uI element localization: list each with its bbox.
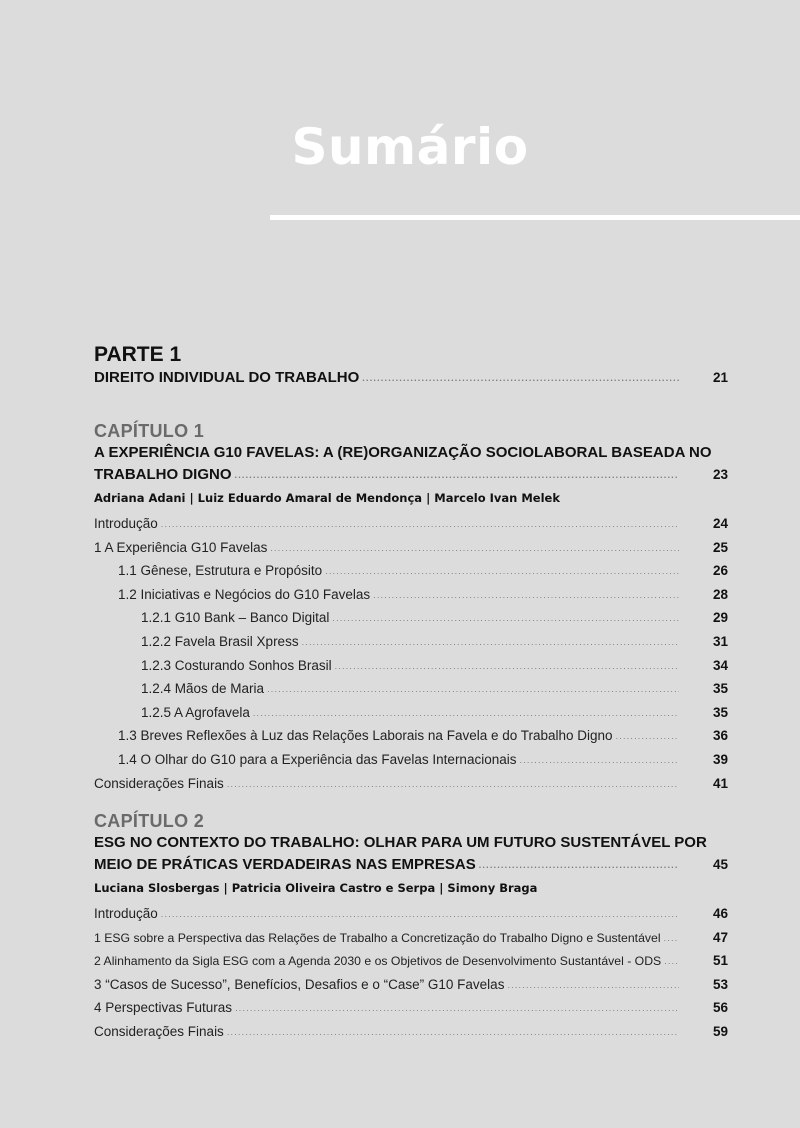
- toc-entry[interactable]: Considerações Finais ..... 41: [94, 773, 728, 797]
- page-number: 21: [712, 370, 728, 385]
- chapter-1-section: [94, 420, 728, 796]
- toc-entry[interactable]: 1.2.1 G10 Bank – Banco Digital ..... 29: [94, 607, 728, 631]
- chapter-heading-line1: A EXPERIÊNCIA G10 FAVELAS: A (RE)ORGANIZAÇÃO SOCIOLABORAL BASEADA NO: [94, 444, 712, 461]
- toc-entry[interactable]: 1.4 O Olhar do G10 para a Experiência das Favelas Internacionais ..... 39: [94, 749, 728, 773]
- page-title: Sumário: [291, 118, 529, 176]
- toc-entry[interactable]: 4 Perspectivas Futuras ..... 56: [94, 997, 728, 1021]
- part-heading-text: DIREITO INDIVIDUAL DO TRABALHO: [94, 369, 360, 386]
- toc-entry[interactable]: 1.3 Breves Reflexões à Luz das Relações Laborais na Favela e do Trabalho Digno ..... 36: [94, 725, 728, 749]
- chapter-label: CAPÍTULO 1: [94, 421, 205, 441]
- toc-entry[interactable]: Introdução ..... 46: [94, 903, 728, 927]
- chapter-2-section: [94, 810, 728, 1045]
- chapter-heading-line2: MEIO DE PRÁTICAS VERDADEIRAS NAS EMPRESAS: [94, 856, 476, 873]
- part-label: PARTE 1: [94, 343, 182, 366]
- part-heading[interactable]: [94, 367, 728, 390]
- chapter-heading-line2: TRABALHO DIGNO: [94, 466, 232, 483]
- toc-entry[interactable]: 1.1 Gênese, Estrutura e Propósito ..... 26: [94, 560, 728, 584]
- toc-entry[interactable]: 1.2.4 Mãos de Maria ..... 35: [94, 678, 728, 702]
- chapter-heading[interactable]: [94, 854, 728, 877]
- leader-dots: [479, 854, 679, 876]
- toc-entry[interactable]: 1 A Experiência G10 Favelas ..... 25: [94, 537, 728, 561]
- toc-entry[interactable]: 2 Alinhamento da Sigla ESG com a Agenda 2030 e os Objetivos de Desenvolvimento Sustantável - ODS ..... 51: [94, 950, 728, 974]
- chapter-authors: Luciana Slosbergas | Patricia Oliveira Castro e Serpa | Simony Braga: [94, 881, 538, 895]
- toc-entry[interactable]: 1.2.3 Costurando Sonhos Brasil ..... 34: [94, 655, 728, 679]
- chapter-label: CAPÍTULO 2: [94, 811, 205, 831]
- chapter-heading[interactable]: [94, 464, 728, 487]
- chapter-heading-line1: ESG NO CONTEXTO DO TRABALHO: OLHAR PARA UM FUTURO SUSTENTÁVEL POR: [94, 834, 707, 851]
- part-1-section: [94, 343, 728, 390]
- chapter-authors: Adriana Adani | Luiz Eduardo Amaral de Mendonça | Marcelo Ivan Melek: [94, 491, 560, 505]
- leader-dots: [362, 367, 679, 389]
- toc-entry[interactable]: 1.2.5 A Agrofavela ..... 35: [94, 702, 728, 726]
- toc-entry[interactable]: Introdução ..... 24: [94, 513, 728, 537]
- toc-entry[interactable]: Considerações Finais ..... 59: [94, 1021, 728, 1045]
- toc-entry[interactable]: 3 “Casos de Sucesso”, Benefícios, Desafios e o “Case” G10 Favelas ..... 53: [94, 974, 728, 998]
- toc-entry[interactable]: 1.2.2 Favela Brasil Xpress ..... 31: [94, 631, 728, 655]
- page-number: 45: [712, 857, 728, 872]
- leader-dots: [235, 464, 680, 486]
- toc-entry[interactable]: 1 ESG sobre a Perspectiva das Relações de Trabalho a Concretização do Trabalho Digno e Sustentável ..... 47: [94, 927, 728, 951]
- page-number: 23: [712, 467, 728, 482]
- toc-entry[interactable]: 1.2 Iniciativas e Negócios do G10 Favelas ..... 28: [94, 584, 728, 608]
- title-rule: [270, 215, 800, 220]
